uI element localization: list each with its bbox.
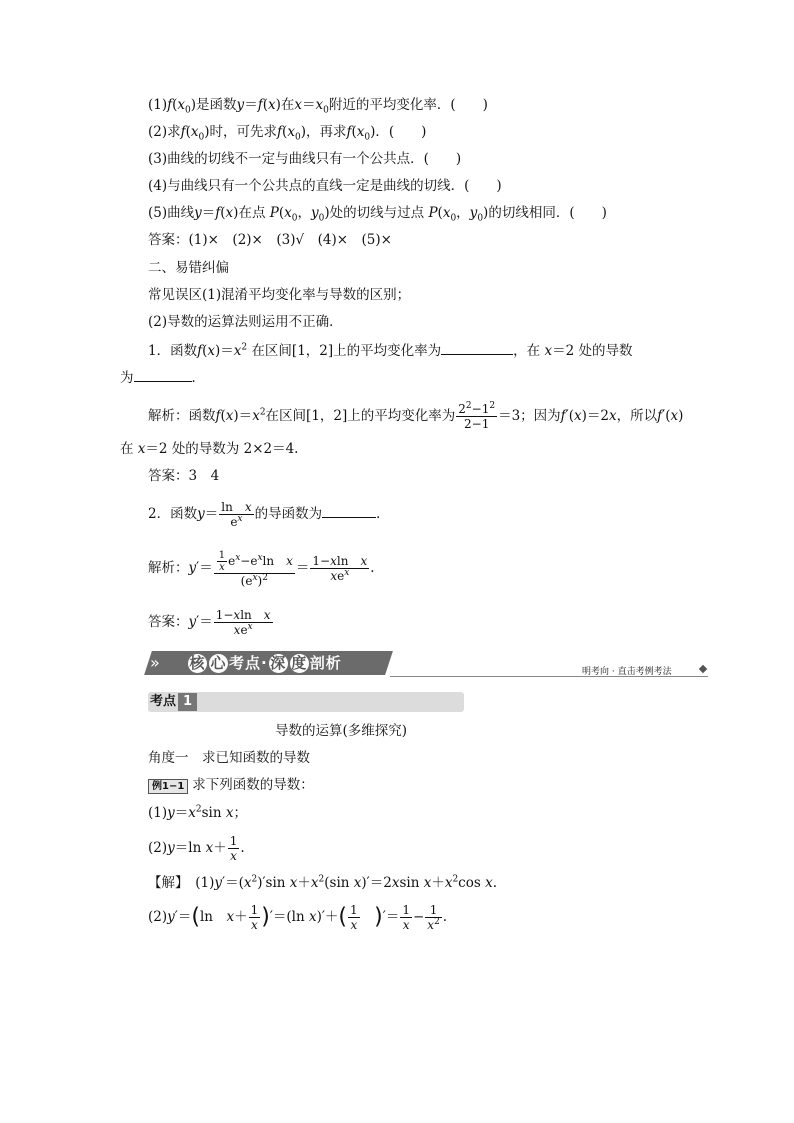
example-item-2: (2)y＝ln x＋ $\frac{1}{x}$ . (148, 834, 245, 863)
example-line: 例1−1 求下列函数的导数： (148, 776, 314, 794)
banner-tagline: 明考向 · 直击考例考法 (582, 667, 672, 677)
problem-1: 1．函数$f(x)=x^2$ 在区间[1，2]上的平均变化率为 ，在 x＝2 处的导数 (148, 342, 633, 359)
judge-item-4: (4)与曲线只有一个公共点的直线一定是曲线的切线．( ) (148, 178, 502, 194)
fraction: $\frac{2^2-1^2}{2-1}$ (458, 401, 496, 431)
solution-1: 解析：函数$f(x)=x^2$在区间[1，2]上的平均变化率为 $\frac{2^2-1^2}{2-1}$ ＝3；因为f′(x)＝2x，所以f′(x) (148, 401, 684, 431)
answer-line: 答案：(1)× (2)× (3)√ (4)× (5)× (148, 232, 392, 248)
answer-2: 答案：y′＝ $\frac{\text{1−xln x}}{xe^x}$ (148, 608, 271, 637)
judge-item-5: (5)曲线y＝f(x)在点 $P(x_0$，$y_0$)处的切线与过点 $P(x_0$，$y_0$)的切线相同．( ) (148, 205, 607, 224)
problem-2: 2．函数y＝ $\frac{\text{ln x}}{e^x}$ 的导函数为 ． (148, 500, 390, 529)
fraction: $\frac{\text{1−xln x}}{xe^x}$ (215, 608, 271, 637)
example-item-1: $(1)y=x^2\sin$ x； (148, 804, 247, 821)
kaodian-label: 考点 1 (150, 693, 197, 711)
banner-title: 核 心 考点· 深 度 剖析 (189, 654, 342, 672)
solution-ex-1: 【解】 $(1)y'=(x^2)'\sin$ $x+x^2(\sin$ x)′＝2xsin $x+x^2\cos$ x. (148, 874, 498, 891)
judge-item-2: (2)求$f(x_0)$时，可先求$f(x_0)$，再求$f(x_0)$．( ) (148, 124, 427, 143)
fraction: $\frac{1}{x}$ (250, 903, 259, 932)
solution-1-cont: 在 x＝2 处的导数为 2×2＝4. (120, 441, 299, 457)
fraction: $\frac{1}{x}$ (402, 903, 410, 932)
answer-blank[interactable] (134, 369, 192, 382)
angle-title: 角度一 求已知函数的导数 (148, 750, 310, 766)
answer-blank[interactable] (441, 342, 513, 355)
solution-ex-2: (2)y′＝(ln x＋ $\frac{1}{x}$ )′＝(ln x)′＋( $\frac{1}{x}$ )′＝ $\frac{1}{x}$ − $\frac{1}{x^2}$ . (148, 903, 448, 932)
example-tag: 例1−1 (148, 779, 188, 794)
mistake-line-2: (2)导数的运算法则运用不正确． (148, 314, 343, 330)
judge-item-3: (3)曲线的切线不一定与曲线只有一个公共点．( ) (148, 151, 462, 167)
judge-item-1: $(1)f(x_0)$是函数y＝f(x)在$x=x_0$附近的平均变化率．( ) (148, 97, 488, 116)
fraction: $\frac{1}{x}$ (229, 834, 238, 863)
fraction: $\frac{1}{x^2}$ (427, 903, 440, 932)
solution-2: 解析：y′＝ $\frac{1}{x}$ $e^x-e^x\ln$ x $(e^x)^2$ ＝ $\frac{\text{1−xln x}}{xe^x}$ . (148, 549, 375, 588)
topic-title: 导数的运算(多维探究) (275, 723, 408, 739)
fraction: $\frac{1}{x}$ $e^x-e^x\ln$ x $(e^x)^2$ (214, 550, 295, 588)
section2-title: 二、易错纠偏 (148, 260, 229, 276)
answer-1: 答案：3 4 (148, 468, 220, 484)
answer-blank[interactable] (322, 505, 376, 518)
fraction: $\frac{\text{1−xln x}}{xe^x}$ (312, 554, 368, 583)
fraction: $\frac{1}{x}$ (350, 903, 358, 932)
mistake-line-1: 常见误区(1)混淆平均变化率与导数的区别； (148, 287, 411, 303)
diamond-icon (699, 665, 707, 673)
problem-1-cont: 为 ． (120, 370, 205, 386)
fraction: $\frac{\text{ln x}}{e^x}$ (221, 500, 252, 529)
double-chevron-icon: » (150, 653, 160, 672)
